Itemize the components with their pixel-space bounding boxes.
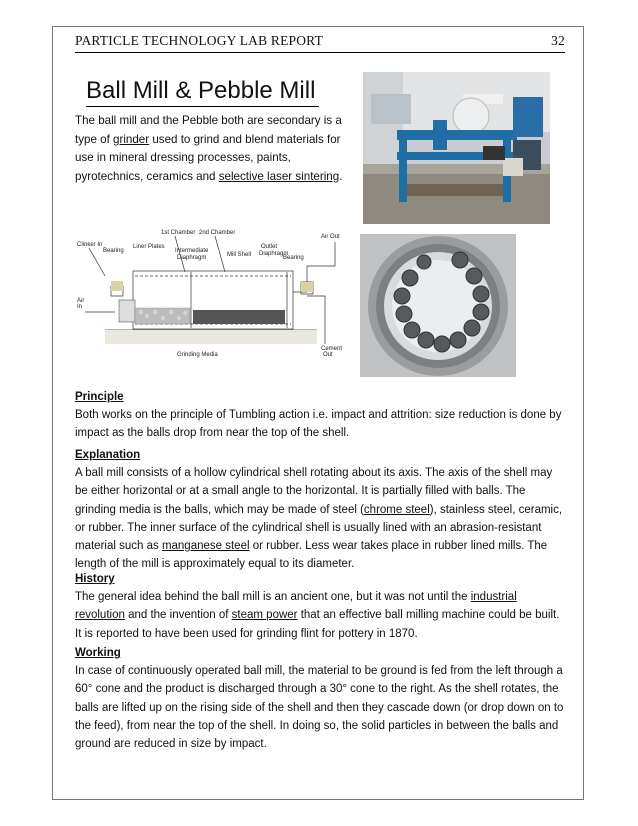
history-text-1: The general idea behind the ball mill is an ancient one, but it was not until the <box>75 591 471 604</box>
section-explanation <box>75 446 565 573</box>
working-text: In case of continuously operated ball mill, the material to be ground is fed from the left through a 60° cone and the product is discharged through a 30° cone to the right. As the shell rotates, the balls are lifted up on the rising side of the shell and then they cascade down (or drop down on to the feed), from near the top of the shell. In doing so, the solid particles in between the balls and ground are reduced in size by impact. <box>75 665 564 751</box>
principle-heading: Principle <box>75 391 124 403</box>
history-paragraph <box>75 588 565 643</box>
history-text-3: that an effective ball milling machine could be built. It is reported to have been used for grinding flint for pottery in 1870. <box>75 609 560 640</box>
label-first-chamber: 1st Chamber <box>161 230 196 236</box>
label-air: Air <box>77 298 85 304</box>
link-manganese-steel[interactable]: manganese steel <box>161 540 250 553</box>
history-heading: History <box>75 573 115 585</box>
label-air-out: Air Out <box>321 234 340 240</box>
page-number: 32 <box>551 33 565 48</box>
header-title: PARTICLE TECHNOLOGY LAB REPORT <box>75 33 324 48</box>
principle-text: Both works on the principle of Tumbling action i.e. impact and attrition: size reduction is done by impact as the balls drop from near the top of the shell. <box>75 409 562 440</box>
label-intermediate: Intermediate <box>175 248 209 254</box>
label-outlet: Outlet <box>261 244 278 250</box>
link-selective-laser-sintering[interactable]: selective laser sintering <box>218 169 340 183</box>
header-rule <box>75 52 565 53</box>
intro-text-2: used to grind and blend materials for use in mineral dressing processes, paints, pyrotechnics, ceramics and <box>75 132 341 183</box>
link-grinder[interactable]: grinder <box>113 132 150 146</box>
explanation-text-1: A ball mill consists of a hollow cylindrical shell rotating about its axis. The axis of the shell may be either horizontal or at a small angle to the horizontal. It is partially filled with balls. The grinding media is the balls, which may be made of steel ( <box>75 467 553 516</box>
section-working <box>75 644 565 753</box>
section-history <box>75 570 565 643</box>
label-outlet-diaphragm: Diaphragm <box>259 251 289 257</box>
explanation-text-2: ), stainless steel, ceramic, or rubber. The inner surface of the cylindrical shell is usually lined with an abrasion-resistant material such as <box>75 503 563 553</box>
label-diaphragm: Diaphragm <box>177 255 207 261</box>
label-bearing-left: Bearing <box>103 248 124 254</box>
page-header <box>75 33 565 49</box>
link-steam-power[interactable]: steam power <box>231 609 298 622</box>
label-out: Out <box>323 352 333 358</box>
label-mill-shell: Mill Shell <box>227 252 252 258</box>
history-text-2: and the invention of <box>124 609 232 622</box>
explanation-paragraph <box>75 464 565 573</box>
intro-text-3: . <box>339 169 343 183</box>
label-bearing-right: Bearing <box>283 255 304 261</box>
link-chrome-steel[interactable]: chrome steel <box>363 503 430 516</box>
ball-mill-machine-photo <box>363 72 550 224</box>
label-clinker-in: Clinker In <box>77 242 103 248</box>
explanation-text-3: or rubber. Less wear takes place in rubber lined mills. The length of the mill is approximately equal to its diameter. <box>75 540 548 571</box>
ball-mill-interior-photo <box>360 234 516 377</box>
explanation-heading: Explanation <box>75 449 141 461</box>
page-title: Ball Mill & Pebble Mill <box>86 76 319 107</box>
intro-text-1: The ball mill and the Pebble both are secondary is a type of <box>75 114 342 146</box>
intro-paragraph <box>75 112 357 186</box>
section-principle <box>75 388 565 443</box>
working-heading: Working <box>75 647 121 659</box>
label-second-chamber: 2nd Chamber <box>199 230 236 236</box>
ball-mill-diagram <box>75 226 350 376</box>
label-in: In <box>77 304 83 310</box>
label-liner-plates: Liner Plates <box>133 244 165 250</box>
link-industrial-revolution[interactable]: industrial revolution <box>75 591 517 622</box>
label-grinding-media: Grinding Media <box>177 352 218 358</box>
label-cement: Cement <box>321 346 343 352</box>
